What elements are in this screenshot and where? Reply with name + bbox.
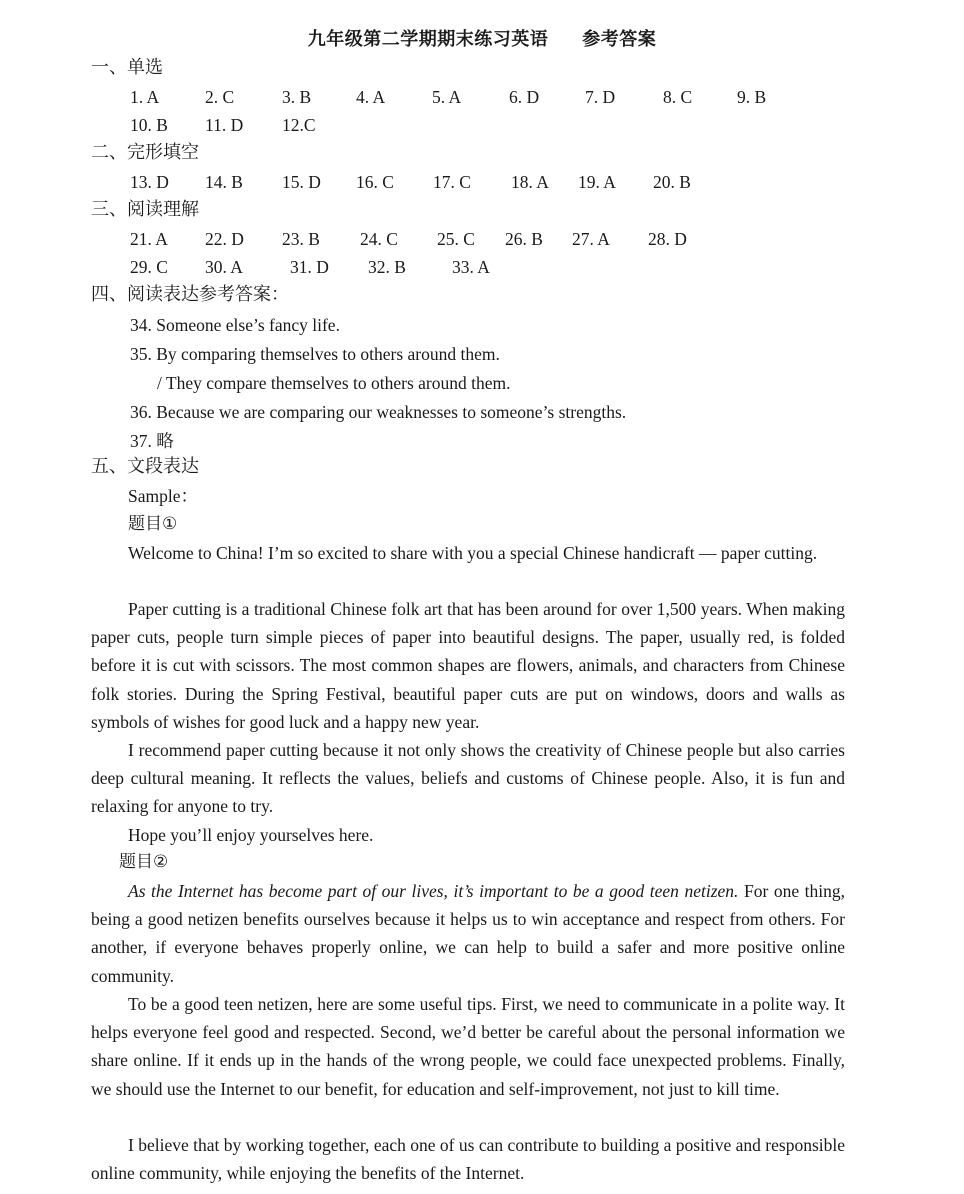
answer-item: 11. D [205,115,244,135]
answer-row-2 [130,113,930,137]
topic-1-paragraph: Hope you’ll enjoy yourselves here. [128,825,374,845]
topic-1-paragraph: Paper cutting is a traditional Chinese folk art that has been around for over 1,500 years. When making paper cuts, people turn simple pieces of paper into beautiful designs. The paper, usually red, is folded before it is cut with scissors. The most common shapes are flowers, animals, and characters from Chinese folk stories. During the Spring Festival, beautiful paper cuts are put on windows, doors and walls as symbols of wishes for good luck and a happy new year. [91,599,845,732]
answer-item: 8. C [663,87,693,107]
answer-row-4 [130,227,930,251]
answer-item: 31. D [290,257,329,277]
answer-item: 27. A [572,229,610,249]
answer-item: 16. C [356,172,394,192]
topic-1-paragraph: I recommend paper cutting because it not only shows the creativity of Chinese people but also carries deep cultural meaning. It reflects the values, beliefs and customs of Chinese people. Also, it is fun and relaxing for anyone to try. [91,740,845,817]
answer-item: 22. D [205,229,244,249]
section-heading-single-choice: 一、单选 [91,57,163,78]
topic-2-paragraph: To be a good teen netizen, here are some useful tips. First, we need to communicate in a polite way. It helps everyone feel good and respected. Second, we’d better be careful about the personal information we share online. If it ends up in the hands of the wrong people, we could face unexpected problems. Finally, we should use the Internet to our benefit, for education and self-improvement, not just to kill time. [91,994,845,1099]
answer-item: 15. D [282,172,321,192]
answer-36: 36. Because we are comparing our weaknesses to someone’s strengths. [130,402,627,422]
answer-item: 32. B [368,257,406,277]
section-heading-reading: 三、阅读理解 [91,199,199,220]
sample-label: Sample： [128,486,198,506]
topic-1-paragraph: Welcome to China! I’m so excited to share with you a special Chinese handicraft — paper cutting. [128,543,818,563]
answer-item: 24. C [360,229,398,249]
answer-item: 14. B [205,172,243,192]
topic-2-opening-sentence: As the Internet has become part of our lives, it’s important to be a good teen netizen. [128,881,739,901]
answer-item: 33. A [452,257,490,277]
answer-item: 18. A [511,172,549,192]
answer-item: 23. B [282,229,320,249]
section-heading-writing: 五、文段表达 [91,456,199,477]
answer-row-3 [130,170,930,194]
answer-item: 12.C [282,115,316,135]
answer-row-1 [130,85,930,109]
answer-item: 19. A [578,172,616,192]
topic-2-label: 题目② [119,852,169,872]
answer-item: 25. C [437,229,475,249]
page-title [0,27,964,53]
answer-item: 30. A [205,257,243,277]
answer-item: 28. D [648,229,687,249]
answer-item: 7. D [585,87,616,107]
answer-item: 29. C [130,257,168,277]
answer-34: 34. Someone else’s fancy life. [130,315,340,335]
answer-item: 21. A [130,229,168,249]
answer-item: 3. B [282,87,312,107]
answer-item: 17. C [433,172,471,192]
answer-item: 4. A [356,87,386,107]
answer-item: 26. B [505,229,543,249]
answer-row-5 [130,255,930,279]
topic-2-paragraph-rest: For one thing, being a good netizen benefits ourselves because it helps us to win acceptance and respect from others. For another, if everyone behaves properly online, we can help to build a safer and more positive online community. [91,881,845,986]
title-sub: 参考答案 [582,29,657,50]
topic-2-paragraph [91,877,845,990]
answer-item: 13. D [130,172,169,192]
answer-item: 9. B [737,87,767,107]
topic-2-paragraph: I believe that by working together, each one of us can contribute to building a positive and responsible online community, while enjoying the benefits of the Internet. [91,1135,845,1184]
answer-item: 20. B [653,172,691,192]
answer-item: 2. C [205,87,235,107]
answer-item: 1. A [130,87,160,107]
title-main: 九年级第二学期期末练习英语 [307,29,549,50]
answer-item: 10. B [130,115,168,135]
answer-35-alt: / They compare themselves to others around them. [157,373,511,393]
topic-1-label: 题目① [128,514,178,534]
section-heading-cloze: 二、完形填空 [91,142,199,163]
section-heading-reading-expression: 四、阅读表达参考答案： [91,284,289,305]
answer-item: 6. D [509,87,540,107]
answer-35: 35. By comparing themselves to others around them. [130,344,500,364]
answer-item: 5. A [432,87,462,107]
answer-37: 37. 略 [130,431,174,451]
